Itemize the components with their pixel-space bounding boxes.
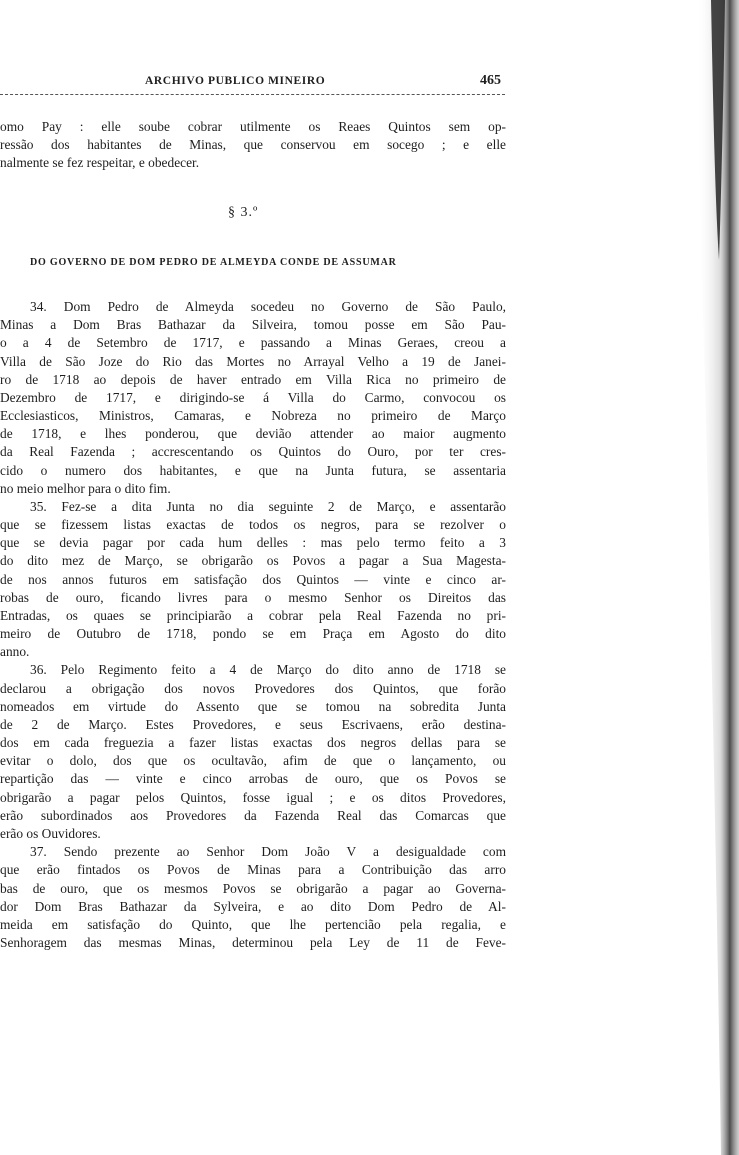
text-line: 36. Pelo Regimento feito a 4 de Março do dito anno de 1718 se bbox=[30, 662, 506, 678]
main-text bbox=[0, 298, 506, 952]
text-line: de 2 de Março. Estes Provedores, e seus Escrivaens, erão destina- bbox=[0, 716, 506, 732]
book-spine-shadow bbox=[629, 0, 739, 1155]
text-line: dos em cada freguezia a fazer listas exactas dos negros dellas para se bbox=[0, 735, 506, 751]
text-line: Ecclesiasticos, Ministros, Camaras, e Nobreza no primeiro de Março bbox=[0, 408, 506, 424]
text-line: que se fizessem listas exactas de todos os negros, para se rezolver o bbox=[0, 517, 506, 533]
running-title: ARCHIVO PUBLICO MINEIRO bbox=[145, 75, 326, 87]
running-head bbox=[0, 75, 540, 93]
text-line: robas de ouro, ficando livres para o mesmo Senhor os Direitos das bbox=[0, 589, 506, 605]
text-line: o a 4 de Setembro de 1717, e passando a Minas Geraes, creou a bbox=[0, 335, 506, 351]
text-line: evitar o dolo, dos que os ocultavão, afim de que o lançamento, ou bbox=[0, 753, 506, 769]
text-line: no meio melhor para o dito fim. bbox=[0, 480, 171, 496]
header-rule bbox=[0, 94, 505, 95]
text-line: Villa de São Joze do Rio das Mortes no Arrayal Velho a 19 de Janei- bbox=[0, 353, 506, 369]
intro-paragraph bbox=[0, 118, 506, 173]
text-line: ressão dos habitantes de Minas, que conservou em socego ; e elle bbox=[0, 137, 506, 153]
text-line: repartição das — vinte e cinco arrobas de ouro, que os Povos se bbox=[0, 771, 506, 787]
text-line: 35. Fez-se a dita Junta no dia seguinte 2 de Março, e assentarão bbox=[30, 498, 506, 514]
section-mark: § 3.º bbox=[228, 205, 259, 220]
text-line: de nos annos futuros em satisfação dos Quintos — vinte e cinco ar- bbox=[0, 571, 506, 587]
text-line: que erão fintados os Povos de Minas para a Contribuição das arro bbox=[0, 862, 506, 878]
text-line: cido o numero dos habitantes, e que na Junta futura, se assentaria bbox=[0, 462, 506, 478]
text-line: obrigarão a pagar pelos Quintos, fosse igual ; e os ditos Provedores, bbox=[0, 789, 506, 805]
text-line: omo Pay : elle soube cobrar utilmente os Reaes Quintos sem op- bbox=[0, 119, 506, 134]
text-line: dor Dom Bras Bathazar da Sylveira, e ao dito Dom Pedro de Al- bbox=[0, 898, 506, 914]
text-line: de 1718, e lhes ponderou, que devião attender ao maior augmento bbox=[0, 426, 506, 442]
text-line: meida em satisfação do Quinto, que lhe pertencião pela regalia, e bbox=[0, 916, 506, 932]
text-line: anno. bbox=[0, 644, 30, 660]
text-line: erão os Ouvidores. bbox=[0, 825, 101, 841]
text-line: do dito mez de Março, se obrigarão os Povos a pagar a Sua Magesta- bbox=[0, 553, 506, 569]
text-line: Dezembro de 1717, e dirigindo-se á Villa do Carmo, convocou os bbox=[0, 389, 506, 405]
text-line: 37. Sendo prezente ao Senhor Dom João V a desigualdade com bbox=[30, 844, 506, 860]
page-number: 465 bbox=[480, 73, 501, 88]
text-line: Senhoragem das mesmas Minas, determinou pela Ley de 11 de Feve- bbox=[0, 935, 506, 951]
text-line: erão subordinados aos Provedores da Fazenda Real das Comarcas que bbox=[0, 807, 506, 823]
text-line: 34. Dom Pedro de Almeyda socedeu no Governo de São Paulo, bbox=[30, 299, 506, 314]
text-line: que se devia pagar por cada hum delles : mas pelo termo feito a 3 bbox=[0, 535, 506, 551]
section-title: DO GOVERNO DE DOM PEDRO DE ALMEYDA CONDE DE ASSUMAR bbox=[30, 257, 397, 268]
text-line: Entradas, os quaes se principiarão a cobrar pela Real Fazenda no pri- bbox=[0, 607, 506, 623]
text-line: meiro de Outubro de 1718, pondo se em Praça em Agosto do dito bbox=[0, 626, 506, 642]
text-line: ro de 1718 ao depois de haver entrado em Villa Rica no primeiro de bbox=[0, 371, 506, 387]
text-line: Minas a Dom Bras Bathazar da Silveira, tomou posse em São Pau- bbox=[0, 317, 506, 333]
text-line: declarou a obrigação dos novos Provedores dos Quintos, que forão bbox=[0, 680, 506, 696]
text-line: nomeados em virtude do Assento que se tomou na sobredita Junta bbox=[0, 698, 506, 714]
text-line: nalmente se fez respeitar, e obedecer. bbox=[0, 155, 200, 171]
text-line: bas de ouro, que os mesmos Povos se obrigarão a pagar ao Governa- bbox=[0, 880, 506, 896]
text-line: da Real Fazenda ; accrescentando os Quintos do Ouro, por ter cres- bbox=[0, 444, 506, 460]
